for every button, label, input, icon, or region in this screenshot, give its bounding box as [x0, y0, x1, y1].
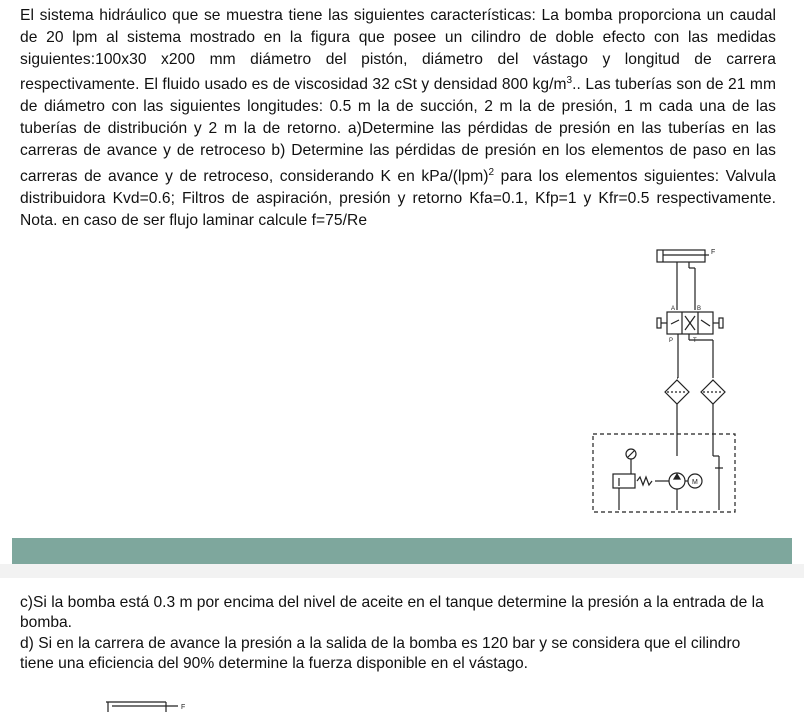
relief-valve: [613, 474, 635, 488]
cylinder: [657, 250, 705, 262]
cylinder-force-label: F: [711, 249, 716, 256]
superscript-2: 2: [488, 166, 495, 178]
question-d: d) Si en la carrera de avance la presión a la salida de la bomba es 120 bar y se considera que el cilindro tiene una eficiencia del 90% determine la fuerza disponible en el vástago.: [20, 635, 741, 672]
port-a-label: A: [671, 306, 676, 312]
problem-text-1: El sistema hidráulico que se muestra tiene las siguientes características: La bomba proporciona un caudal de 20 lpm al sistema mostrado en la figura que posee un cilindro de doble efecto con las medidas siguientes:100x30 x200 mm diámetro del pistón, diámetro del vástago y longitud de carrera respectivamente. El fluido usado es de viscosidad 32 cSt y densidad 800 kg/m: [20, 7, 776, 94]
superscript-3: 3: [566, 75, 573, 87]
divider-band: [12, 538, 792, 564]
mini-force-label: F: [181, 704, 186, 711]
hydraulic-circuit-diagram: [585, 238, 745, 538]
section-gap: [0, 564, 804, 578]
port-p-label: P: [669, 338, 674, 344]
motor-label: M: [692, 479, 698, 486]
problem-text-2: .. Las tuberías son de 21 mm de diámetro con las siguientes longitudes: 0.5 m la de succión, 2 m la de presión, 1 m cada una de las tuberías de distribución y 2 m la de retorno. a)Determine las pérdidas de presión en las tuberías en las carreras de avance y de retroceso b) Determine las pérdidas de presión en los elementos de paso en las carreras de avance y de retroceso, considerando K en kPa/(lpm): [20, 76, 776, 185]
port-b-label: B: [697, 306, 702, 312]
question-c: c)Si la bomba está 0.3 m por encima del nivel de aceite en el tanque determine la presión a la entrada de la bomba.: [20, 594, 764, 631]
cylinder-diagram-partial: [104, 698, 194, 712]
problem-text-3: para los elementos siguientes: Valvula distribuidora Kvd=0.6; Filtros de aspiración, presión y retorno Kfa=0.1, Kfp=1 y Kfr=0.5 respectivamente. Nota. en caso de ser flujo laminar calcule f=75/Re: [20, 167, 776, 229]
problem-statement: [20, 5, 776, 231]
power-unit-box: [593, 434, 735, 512]
port-t-label: T: [693, 338, 697, 344]
